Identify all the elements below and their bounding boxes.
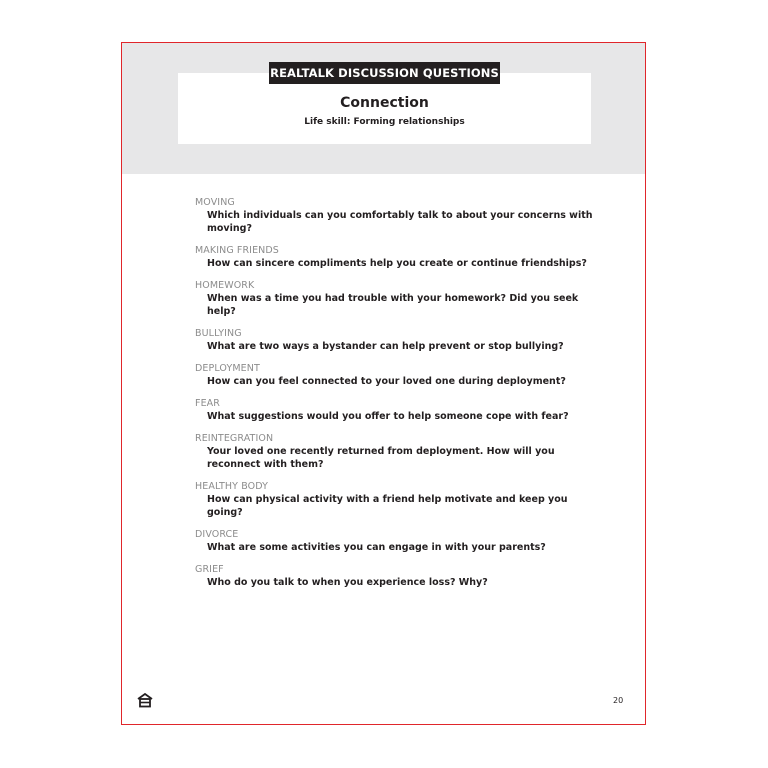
question-text: How can sincere compliments help you create or continue friendships? xyxy=(207,258,587,269)
life-skill-subtitle: Life skill: Forming relationships xyxy=(304,117,465,127)
house-logo-icon xyxy=(137,692,153,708)
list-item xyxy=(195,528,595,554)
question-text: What suggestions would you offer to help someone cope with fear? xyxy=(207,411,569,422)
topic-title: Connection xyxy=(340,95,429,111)
question-category: DIVORCE xyxy=(195,529,239,540)
header-band xyxy=(122,43,645,174)
list-item xyxy=(195,480,595,519)
section-banner: REALTALK DISCUSSION QUESTIONS xyxy=(269,62,500,84)
list-item xyxy=(195,327,595,353)
question-category: MAKING FRIENDS xyxy=(195,245,279,256)
question-text: How can physical activity with a friend help motivate and keep you going? xyxy=(207,494,568,518)
list-item xyxy=(195,244,595,270)
question-category: GRIEF xyxy=(195,564,224,575)
question-text: What are two ways a bystander can help prevent or stop bullying? xyxy=(207,341,564,352)
question-category: HEALTHY BODY xyxy=(195,481,269,492)
question-text: How can you feel connected to your loved one during deployment? xyxy=(207,376,566,387)
list-item xyxy=(195,563,595,589)
list-item xyxy=(195,432,595,471)
question-text: Which individuals can you comfortably talk to about your concerns with moving? xyxy=(207,210,593,234)
document-page xyxy=(121,42,646,725)
question-category: REINTEGRATION xyxy=(195,433,274,444)
list-item xyxy=(195,397,595,423)
question-list xyxy=(195,196,595,598)
question-text: What are some activities you can engage in with your parents? xyxy=(207,542,546,553)
list-item xyxy=(195,362,595,388)
question-text: Who do you talk to when you experience loss? Why? xyxy=(207,577,488,588)
question-category: MOVING xyxy=(195,197,235,208)
question-category: HOMEWORK xyxy=(195,280,255,291)
question-category: DEPLOYMENT xyxy=(195,363,260,374)
question-category: BULLYING xyxy=(195,328,242,339)
question-text: Your loved one recently returned from deployment. How will you reconnect with them? xyxy=(207,446,555,470)
list-item xyxy=(195,196,595,235)
question-category: FEAR xyxy=(195,398,220,409)
list-item xyxy=(195,279,595,318)
question-text: When was a time you had trouble with your homework? Did you seek help? xyxy=(207,293,579,317)
page-number: 20 xyxy=(613,696,624,705)
